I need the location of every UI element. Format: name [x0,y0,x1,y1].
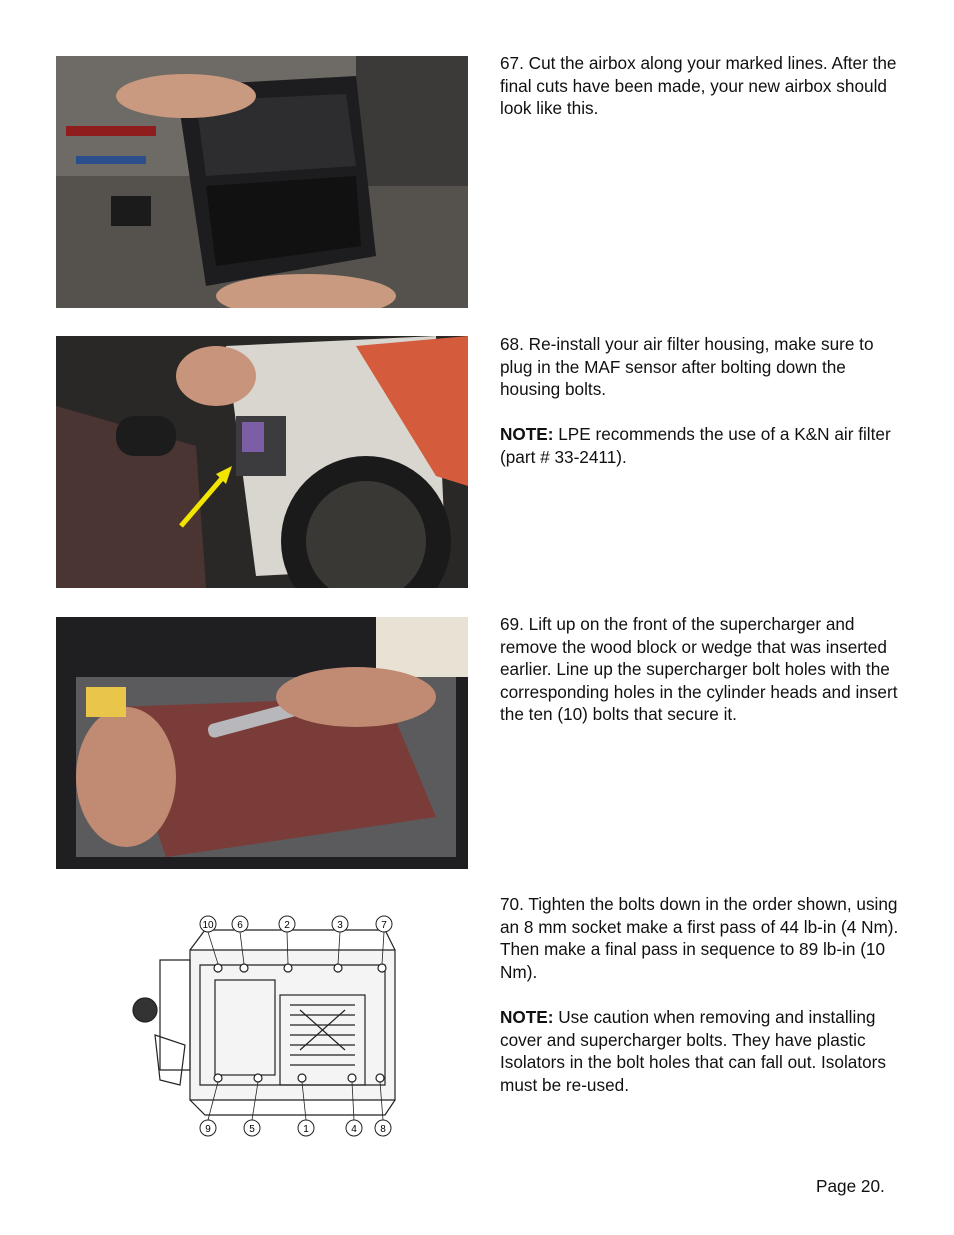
step-68-text: 68. Re-install your air filter housing, make sure to plug in the MAF sensor after bolting down the housing bolts. [500,334,874,400]
supercharger-photo [56,617,468,869]
step-69-text: 69. Lift up on the front of the supercharger and remove the wood block or wedge that was inserted earlier. Line up the supercharger bolt holes with the corresponding holes in the cylinder heads and insert the ten (10) bolts that secure it. [500,614,898,725]
note-text: LPE recommends the use of a K&N air filter (part # 33-2411). [500,424,891,467]
bolt-label-bottom-3: 1 [303,1124,309,1135]
step-70-text: 70. Tighten the bolts down in the order shown, using an 8 mm socket make a first pass of 44 lb-in (4 Nm). Then make a final pass in sequence to 89 lb-in (10 Nm). [500,894,899,982]
step-69 [500,613,910,726]
bolt-label-top-1: 10 [202,920,214,931]
bolt-label-bottom-1: 9 [205,1124,211,1135]
step-68-note [500,423,910,468]
bolt-label-top-3: 2 [284,920,290,931]
page-number: Page 20. [816,1176,885,1196]
note-text: Use caution when removing and installing cover and supercharger bolts. They have plastic Isolators in the bolt holes that can fall out. Isolators must be re-used. [500,1006,886,1095]
bolt-label-top-4: 3 [337,920,343,931]
step-68 [500,333,910,469]
bolt-label-top-5: 7 [381,920,387,931]
bolt-label-bottom-2: 5 [249,1124,255,1135]
bolt-label-bottom-5: 8 [380,1124,386,1135]
maf-sensor-photo [56,336,468,588]
step-70-note [500,1006,910,1096]
bolt-sequence-diagram [130,910,400,1140]
bolt-label-top-2: 6 [237,920,243,931]
airbox-photo [56,56,468,308]
note-label: NOTE: [500,424,554,445]
step-70 [500,893,910,1096]
bolt-label-bottom-4: 4 [351,1124,357,1135]
note-label: NOTE: [500,1006,554,1027]
step-67-text: 67. Cut the airbox along your marked lines. After the final cuts have been made, your new airbox should look like this. [500,53,897,119]
step-67 [500,52,910,120]
